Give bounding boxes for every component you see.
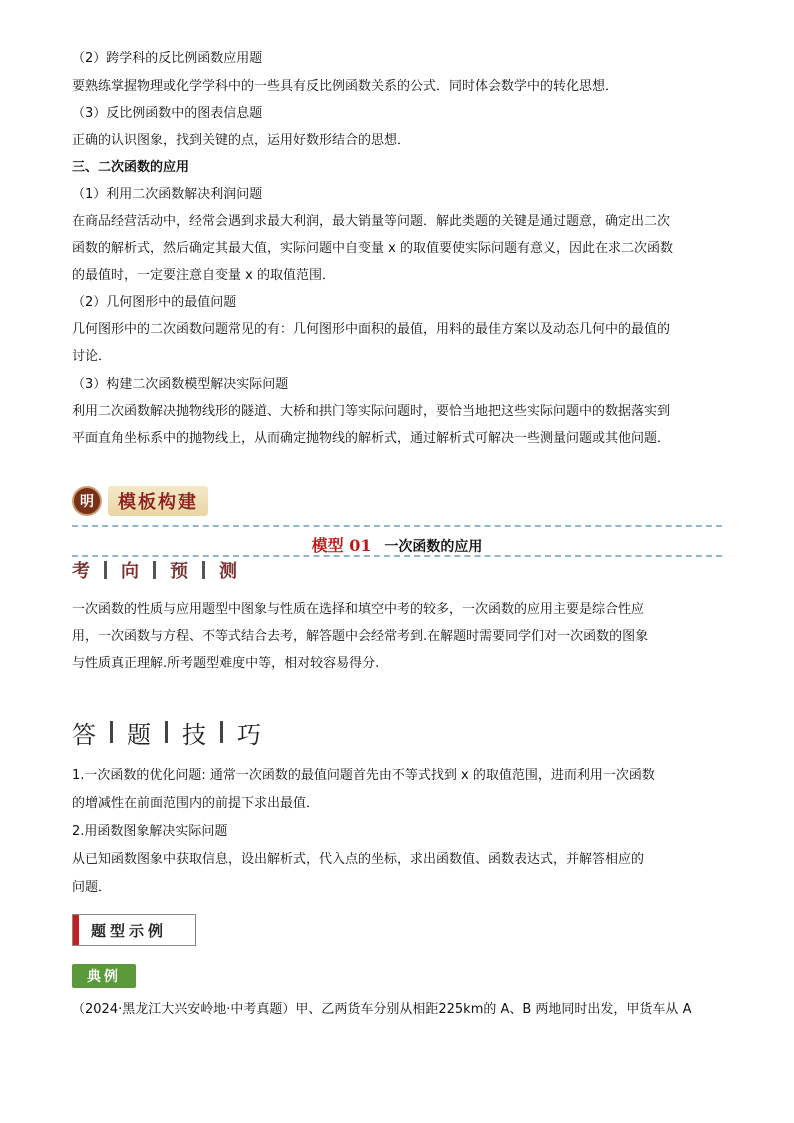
separator-bar bbox=[153, 561, 156, 579]
heading-char: 巧 bbox=[237, 720, 261, 749]
answer-tips-heading bbox=[72, 712, 261, 752]
item-body-line: 在商品经营活动中，经常会遇到求最大利润，最大销量等问题．解此类题的关键是通过题意，确定出二次 bbox=[72, 214, 671, 229]
forecast-body-line: 一次函数的性质与应用题型中图象与性质在选择和填空中考的较多，一次函数的应用主要是综合性应 bbox=[72, 602, 645, 617]
heading-char: 技 bbox=[182, 720, 206, 749]
accent-bar bbox=[73, 915, 79, 945]
item-title: （2）跨学科的反比例函数应用题 bbox=[72, 51, 263, 66]
item-body-line: 函数的解析式，然后确定其最大值，实际问题中自变量 x 的取值要使实际问题有意义，因此在求二次函数 bbox=[72, 241, 673, 256]
heading-char: 测 bbox=[219, 561, 237, 582]
tip-line: 从已知函数图象中获取信息，设出解析式，代入点的坐标，求出函数值、函数表达式，并解答相应的 bbox=[72, 852, 645, 867]
heading-char: 题 bbox=[127, 720, 151, 749]
item-body-line: 利用二次函数解决抛物线形的隧道、大桥和拱门等实际问题时，要恰当地把这些实际问题中的数据落实到 bbox=[72, 404, 671, 419]
item-body: 要熟练掌握物理或化学学科中的一些具有反比例函数关系的公式．同时体会数学中的转化思想． bbox=[72, 79, 619, 94]
tip-line: 的增减性在前面范围内的前提下求出最值． bbox=[72, 796, 320, 811]
section-heading: 三、二次函数的应用 bbox=[72, 160, 190, 175]
tip-line: 1.一次函数的优化问题: 通常一次函数的最值问题首先由不等式找到 x 的取值范围，进而利用一次函数 bbox=[72, 768, 655, 783]
example-section-label: 题型示例 bbox=[91, 921, 168, 940]
model-heading bbox=[0, 533, 794, 556]
separator-bar bbox=[165, 721, 168, 743]
item-title: （2）几何图形中的最值问题 bbox=[72, 295, 237, 310]
model-label: 模型 01 bbox=[311, 536, 372, 555]
item-body-line: 几何图形中的二次函数问题常见的有：几何图形中面积的最值，用料的最佳方案以及动态几何中的最值的 bbox=[72, 322, 671, 337]
heading-char: 考 bbox=[72, 561, 90, 582]
item-body: 正确的认识图象，找到关键的点，运用好数形结合的思想． bbox=[72, 133, 411, 148]
heading-char: 预 bbox=[170, 561, 188, 582]
separator-bar bbox=[202, 561, 205, 579]
item-body-line: 平面直角坐标系中的抛物线上，从而确定抛物线的解析式，通过解析式可解决一些测量问题或其他问题． bbox=[72, 431, 671, 446]
ming-badge-icon: 明 bbox=[72, 486, 102, 516]
example-question: （2024·黑龙江大兴安岭地·中考真题）甲、乙两货车分别从相距225km的 A、B 两地同时出发，甲货车从 A bbox=[72, 1002, 692, 1017]
exam-forecast-heading bbox=[72, 556, 237, 584]
example-tag: 典例 bbox=[72, 964, 136, 988]
example-section-box bbox=[72, 914, 196, 946]
heading-char: 向 bbox=[121, 561, 139, 582]
separator-bar bbox=[110, 721, 113, 743]
tip-line: 问题． bbox=[72, 880, 112, 895]
separator-bar bbox=[104, 561, 107, 579]
separator-bar bbox=[220, 721, 223, 743]
item-title: （1）利用二次函数解决利润问题 bbox=[72, 187, 263, 202]
model-title: 一次函数的应用 bbox=[384, 539, 483, 555]
item-body-line: 的最值时，一定要注意自变量 x 的取值范围． bbox=[72, 268, 335, 283]
template-build-title: 模板构建 bbox=[108, 486, 208, 516]
item-body-line: 讨论． bbox=[72, 349, 112, 364]
template-build-header bbox=[72, 484, 208, 518]
divider-dashed bbox=[72, 525, 722, 527]
item-title: （3）构建二次函数模型解决实际问题 bbox=[72, 377, 289, 392]
item-title: （3）反比例函数中的图表信息题 bbox=[72, 106, 263, 121]
tip-title: 2.用函数图象解决实际问题 bbox=[72, 824, 228, 839]
forecast-body-line: 用，一次函数与方程、不等式结合去考，解答题中会经常考到.在解题时需要同学们对一次函数的图象 bbox=[72, 629, 649, 644]
forecast-body-line: 与性质真正理解.所考题型难度中等，相对较容易得分. bbox=[72, 656, 380, 671]
heading-char: 答 bbox=[72, 720, 96, 749]
